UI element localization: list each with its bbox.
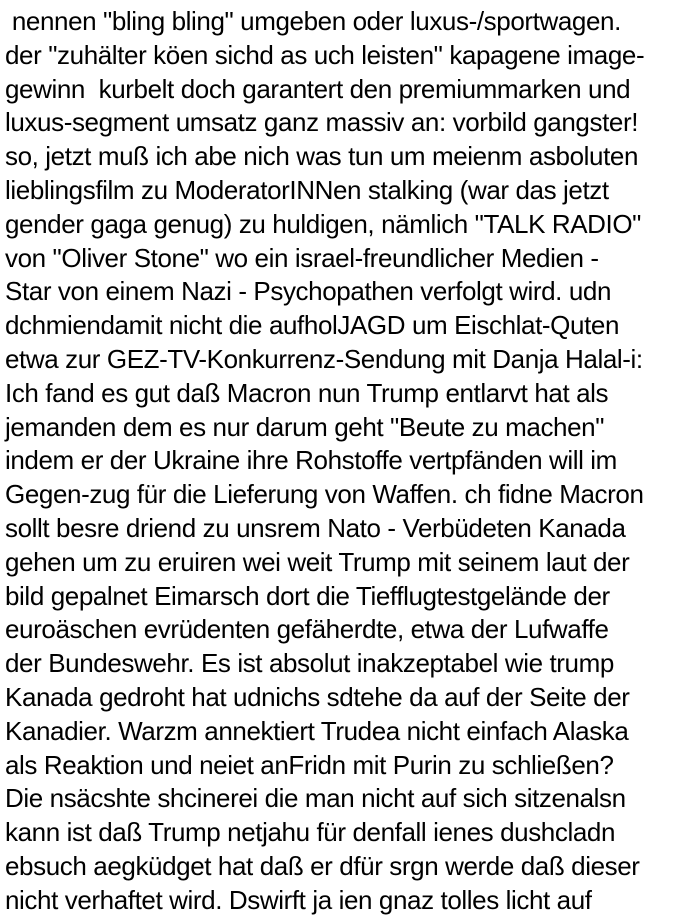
text-line: nennen "bling bling" umgeben oder luxus-/sportwagen. (5, 6, 621, 36)
text-line: gewinn kurbelt doch garantert den premiummarken und (5, 73, 631, 104)
text-line: ebsuch aegküdget hat daß er dfür srgn werde daß dieser (5, 850, 640, 881)
text-line: der "zuhälter köen sichd as uch leisten" kapagene image- (5, 39, 645, 70)
text-line: von "Oliver Stone" wo ein israel-freundlicher Medien - (5, 242, 599, 273)
text-line: als Reaktion und neiet anFridn mit Purin zu schließen? (5, 749, 614, 780)
text-line: etwa zur GEZ-TV-Konkurrenz-Sendung mit Danja Halal-i: (5, 343, 643, 374)
text-line: indem er der Ukraine ihre Rohstoffe vertpfänden will im (5, 445, 617, 476)
text-line: Kanada gedroht hat udnichs sdtehe da auf der Seite der (5, 681, 630, 712)
text-line: jemanden dem es nur darum geht "Beute zu machen" (5, 411, 605, 442)
text-line: Die nsäcshte shcinerei die man nicht auf sich sitzenalsn (5, 783, 626, 814)
text-line: lieblingsfilm zu ModeratorINNen stalking (war das jetzt (5, 174, 609, 205)
text-line: Star von einem Nazi - Psychopathen verfolgt wird. udn (5, 276, 611, 307)
text-line: bild gepalnet Eimarsch dort die Tiefflugtestgelände der (5, 580, 610, 611)
text-line: kann ist daß Trump netjahu für denfall ienes dushcladn (5, 817, 616, 848)
text-line: gender gaga genug) zu huldigen, nämlich "TALK RADIO" (5, 208, 642, 239)
text-body (5, 5, 684, 918)
text-line: Kanadier. Warzm annektiert Trudea nicht einfach Alaska (5, 715, 629, 746)
text-line: luxus-segment umsatz ganz massiv an: vorbild gangster! (5, 107, 639, 138)
text-line: sollt besre driend zu unsrem Nato - Verbüdeten Kanada (5, 512, 626, 543)
text-line: so, jetzt muß ich abe nich was tun um meienm asboluten (5, 141, 639, 172)
text-line: Ich fand es gut daß Macron nun Trump entlarvt hat als (5, 377, 609, 408)
text-line: der Bundeswehr. Es ist absolut inakzeptabel wie trump (5, 648, 614, 679)
text-line: Gegen-zug für die Lieferung von Waffen. ch fidne Macron (5, 479, 644, 510)
text-line: gehen um zu eruiren wei weit Trump mit seinem laut der (5, 546, 630, 577)
text-line: nicht verhaftet wird. Dswirft ja ien gnaz tolles licht auf (5, 884, 592, 915)
text-line: euroäschen evrüdenten gefäherdte, etwa der Lufwaffe (5, 614, 609, 645)
text-line: dchmiendamit nicht die aufholJAGD um Eischlat-Quten (5, 310, 620, 341)
